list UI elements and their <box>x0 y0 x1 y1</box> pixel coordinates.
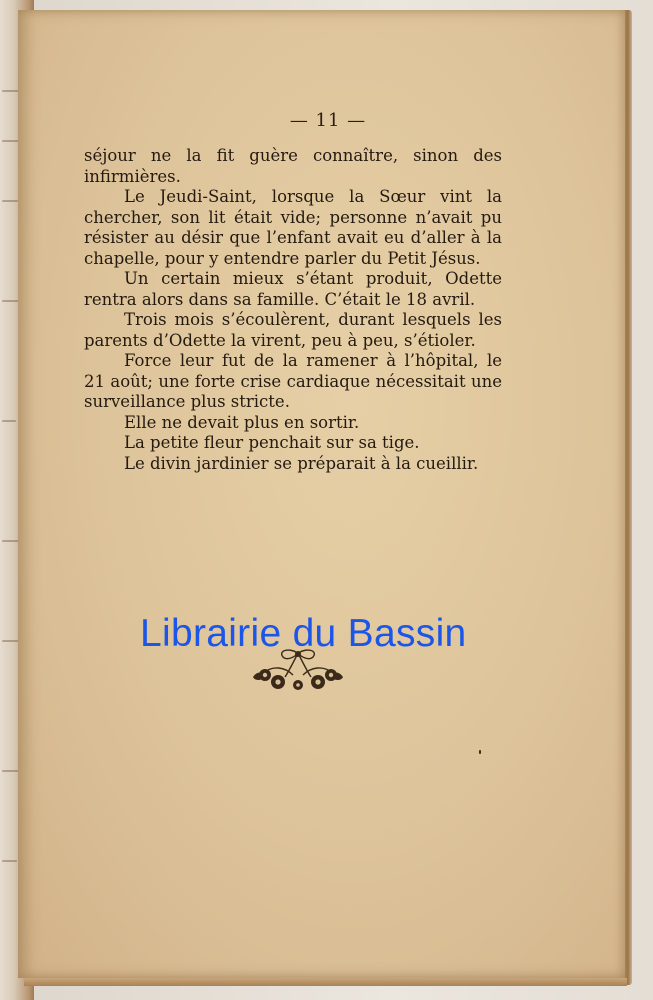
spine-mark <box>2 640 19 642</box>
page-number: — 11 — <box>289 110 367 131</box>
spine-mark <box>2 200 18 202</box>
spine-mark <box>2 860 17 862</box>
paragraph: Force leur fut de la ramener à l’hôpital, le 21 août; une forte crise cardiaque nécessitait une surveillance plus stricte. <box>84 351 502 411</box>
paragraph: Le Jeudi-Saint, lorsque la Sœur vint la chercher, son lit était vide; personne n’avait pu résister au désir que l’enfant avait eu d’aller à la chapelle, pour y entendre parler du Petit Jésus. <box>84 187 502 268</box>
spine-mark <box>2 420 16 422</box>
page-edge-bottom <box>24 978 627 986</box>
paper-speck <box>479 750 481 754</box>
paragraph: Le divin jardinier se préparait à la cueillir. <box>124 453 479 473</box>
paragraph: La petite fleur penchait sur sa tige. <box>124 433 420 452</box>
paragraph: Trois mois s’écoulèrent, durant lesquels les parents d’Odette la virent, peu à peu, s’étioler. <box>84 310 502 350</box>
body-text <box>84 146 502 474</box>
paragraph: séjour ne la fit guère connaître, sinon des infirmières. <box>84 146 502 186</box>
paragraph: Un certain mieux s’étant produit, Odette rentra alors dans sa famille. C’était le 18 avril. <box>84 269 502 309</box>
watermark-text: Librairie du Bassin <box>140 612 467 655</box>
book-page <box>18 10 625 978</box>
paragraph: Elle ne devait plus en sortir. <box>124 412 360 432</box>
